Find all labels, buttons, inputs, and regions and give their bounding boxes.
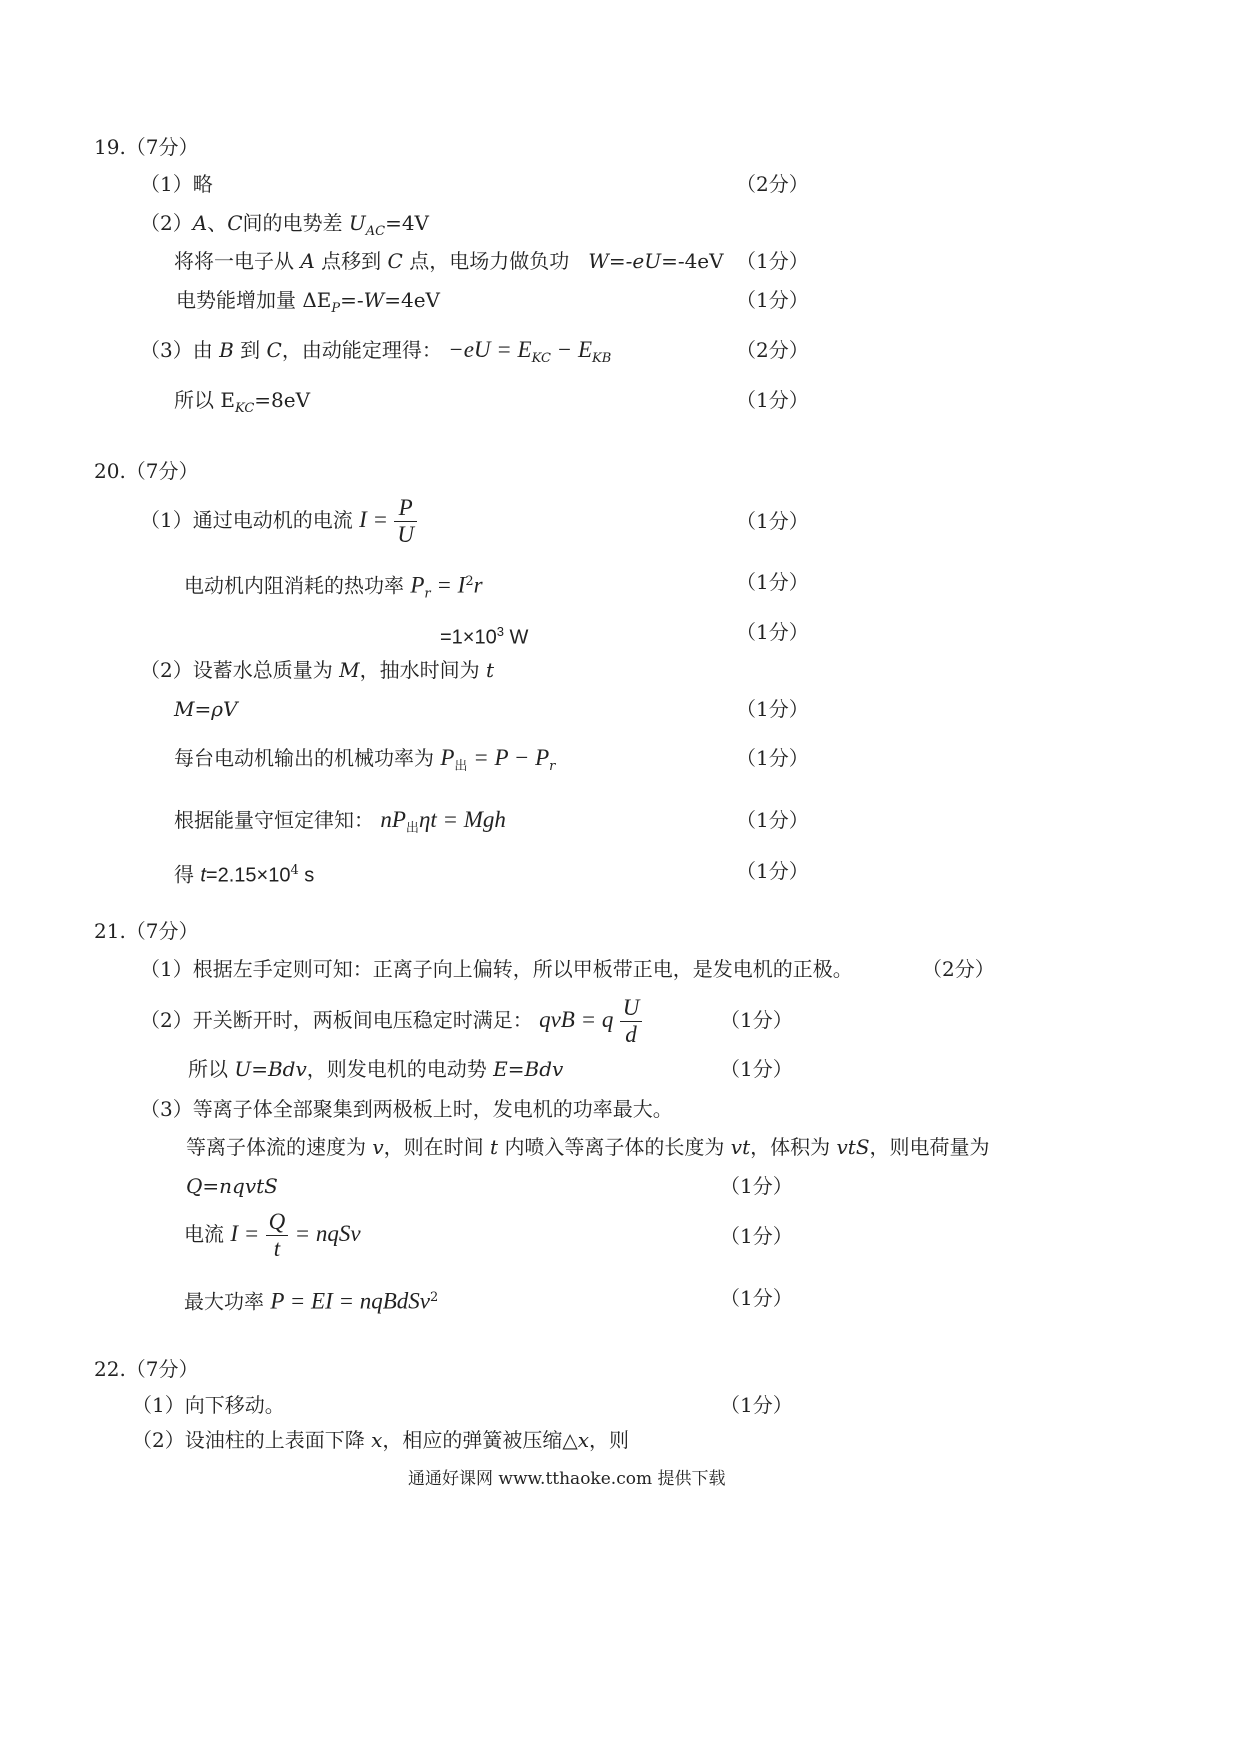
part-label: （2）	[140, 658, 193, 682]
fraction	[394, 495, 417, 548]
part-text: 略	[192, 172, 213, 196]
q19-line3	[174, 247, 724, 275]
q21-line7	[184, 1208, 361, 1262]
value: =4eV	[384, 288, 440, 312]
q21-part1	[140, 955, 853, 983]
numerator: P	[394, 495, 417, 522]
text: 最大功率	[184, 1289, 264, 1314]
score: （1分）	[736, 388, 809, 412]
sep: 、	[207, 211, 228, 235]
text: 得	[174, 862, 194, 887]
numerator: Q	[266, 1209, 289, 1236]
subscript: KC	[234, 401, 255, 416]
q20-header: 20.（7分）	[94, 459, 199, 483]
formula: ηt = Mgh	[418, 807, 506, 832]
q19-line6	[174, 386, 310, 423]
score: （1分）	[720, 1174, 793, 1198]
text: 设油柱的上表面下降	[184, 1428, 365, 1452]
text: 电动机内阻消耗的热功率	[184, 573, 404, 598]
formula: P = EI = nqBdSv	[270, 1288, 431, 1314]
time-symbol: t	[485, 658, 494, 682]
q19-part3	[140, 336, 611, 373]
text: 到	[240, 338, 261, 362]
value: =1×10	[440, 626, 497, 649]
subscript: KB	[592, 351, 612, 366]
subscript: KC	[531, 351, 551, 366]
score: （1分）	[736, 509, 809, 533]
power-symbol: P	[410, 572, 425, 598]
x-symbol: x	[371, 1428, 383, 1452]
text: ，体积为	[750, 1135, 831, 1159]
text: 所以 E	[174, 388, 235, 412]
text: ，由动能定理得：	[281, 338, 442, 362]
score: （1分）	[720, 1393, 793, 1417]
equals: =-	[340, 288, 364, 312]
q20-line7	[174, 806, 506, 843]
score: （2分）	[736, 338, 809, 362]
superscript: 2	[465, 574, 474, 589]
q21-line5	[186, 1133, 990, 1161]
q19-header: 19.（7分）	[94, 135, 199, 159]
point-c: C	[227, 211, 243, 235]
point-c: C	[266, 338, 282, 362]
score: （1分）	[736, 570, 809, 594]
point-c: C	[387, 249, 403, 273]
unit: W	[503, 626, 529, 649]
score: （1分）	[736, 808, 809, 832]
q19-line4	[176, 286, 440, 323]
text: 根据能量守恒定律知：	[174, 808, 374, 832]
text: 等离子体流的速度为	[186, 1135, 366, 1159]
score: （1分）	[736, 859, 809, 883]
q20-line8	[174, 857, 314, 890]
formula-mid: − E	[550, 337, 592, 362]
score: （2分）	[922, 957, 995, 981]
part-label: （3）	[140, 1097, 193, 1121]
subscript: P	[331, 301, 341, 316]
score: （1分）	[736, 288, 809, 312]
formula-lhs: I =	[230, 1221, 260, 1246]
superscript: 4	[290, 863, 299, 878]
work-symbol: W	[363, 288, 385, 312]
x-symbol: x	[577, 1428, 590, 1452]
denominator: t	[273, 1236, 281, 1261]
part-label: （3）	[140, 338, 193, 362]
q20-line5: M=ρV	[174, 697, 238, 721]
unit: s	[298, 864, 315, 887]
text: 内喷入等离子体的长度为	[504, 1135, 725, 1159]
value: =-4eV	[661, 249, 724, 273]
text: 将将一电子从	[174, 249, 294, 273]
q21-part2	[140, 994, 642, 1048]
time-symbol: t	[490, 1135, 499, 1159]
q22-part2	[132, 1426, 629, 1454]
eu-term: -eU	[625, 249, 662, 273]
value: =8eV	[254, 388, 311, 412]
power-symbol: P	[440, 745, 455, 770]
denominator: U	[397, 522, 415, 547]
text: 电流	[184, 1222, 224, 1246]
score: （1分）	[720, 1286, 793, 1310]
part-label: （1）	[140, 957, 193, 981]
text: ，抽水时间为	[359, 658, 480, 682]
fraction	[266, 1209, 289, 1262]
q22-part1	[132, 1391, 285, 1419]
score: （1分）	[736, 746, 809, 770]
score: （2分）	[736, 172, 809, 196]
superscript: 2	[430, 1290, 439, 1305]
text: 所以	[188, 1057, 228, 1081]
text: 点，电场力做负功	[409, 249, 570, 273]
subscript: r	[424, 586, 431, 602]
q20-part1	[140, 494, 417, 548]
text: 通过电动机的电流	[192, 508, 353, 532]
part-label: （2）	[140, 211, 193, 235]
denominator: d	[625, 1022, 637, 1047]
q19-part1	[140, 170, 213, 198]
velocity-symbol: v	[372, 1135, 384, 1159]
formula: nP	[380, 807, 406, 832]
score: （1分）	[736, 249, 809, 273]
formula: = P − P	[467, 745, 550, 770]
q20-line6	[174, 744, 555, 781]
formula: vtS	[836, 1135, 870, 1159]
part-label: （2）	[132, 1428, 185, 1452]
part-label: （1）	[132, 1393, 185, 1417]
numerator: U	[620, 995, 643, 1022]
q21-header: 21.（7分）	[94, 919, 199, 943]
text: 电势能增加量 ΔE	[176, 288, 332, 312]
text: ，则发电机的电动势	[306, 1057, 487, 1081]
q20-line3	[440, 618, 528, 652]
resistance-symbol: r	[473, 572, 483, 598]
page-footer: 通通好课网 www.tthaoke.com 提供下载	[408, 1469, 726, 1489]
formula: vt	[730, 1135, 751, 1159]
score: （1分）	[736, 697, 809, 721]
text: 向下移动。	[184, 1393, 285, 1417]
q20-part2	[140, 656, 494, 684]
text: ，则	[589, 1428, 630, 1452]
formula: = I	[430, 572, 466, 598]
text: ，则在时间	[383, 1135, 484, 1159]
text: 由	[192, 338, 213, 362]
text: 等离子体全部聚集到两极板上时，发电机的功率最大。	[192, 1097, 673, 1121]
time-symbol: t	[200, 864, 206, 887]
q21-line3	[188, 1055, 563, 1083]
part-label: （2）	[140, 1008, 193, 1032]
formula: U=Bdv	[234, 1057, 307, 1081]
text: ，则电荷量为	[869, 1135, 990, 1159]
text: ，相应的弹簧被压缩△	[382, 1428, 578, 1452]
formula-lhs: I =	[359, 507, 389, 532]
q21-part3	[140, 1095, 673, 1123]
q22-header: 22.（7分）	[94, 1357, 199, 1381]
voltage-subscript: AC	[365, 224, 386, 239]
text: 根据左手定则可知：正离子向上偏转，所以甲板带正电，是发电机的正极。	[192, 957, 853, 981]
q21-line8	[184, 1284, 438, 1316]
value: =2.15×10	[205, 864, 291, 887]
text: 开关断开时，两板间电压稳定时满足：	[192, 1008, 533, 1032]
subscript: r	[549, 759, 556, 774]
score: （1分）	[720, 1057, 793, 1081]
subscript: 出	[454, 759, 468, 774]
mass-symbol: M	[339, 658, 360, 682]
voltage-value: =4V	[385, 211, 429, 235]
text: 设蓄水总质量为	[192, 658, 333, 682]
score: （1分）	[720, 1008, 793, 1032]
part-label: （1）	[140, 172, 193, 196]
equals: =	[608, 249, 626, 273]
q19-part2	[140, 209, 429, 246]
part-label: （1）	[140, 508, 193, 532]
superscript: 3	[496, 624, 504, 639]
point-a: A	[192, 211, 208, 235]
fraction	[620, 995, 643, 1048]
formula-lhs: −eU = E	[448, 337, 532, 362]
work-symbol: W	[588, 249, 609, 273]
text: 每台电动机输出的机械功率为	[174, 746, 434, 770]
formula: E=Bdv	[493, 1057, 564, 1081]
q21-line6: Q=nqvtS	[186, 1174, 278, 1198]
q20-line2	[184, 568, 483, 609]
voltage-symbol: U	[348, 211, 366, 235]
subscript: 出	[405, 821, 419, 836]
score: （1分）	[736, 620, 809, 644]
point-a: A	[300, 249, 315, 273]
formula-lhs: qvB = q	[539, 1007, 614, 1032]
text: 点移到	[321, 249, 382, 273]
formula-rhs: = nqSv	[294, 1221, 361, 1246]
score: （1分）	[720, 1224, 793, 1248]
point-b: B	[219, 338, 234, 362]
text: 间的电势差	[242, 211, 343, 235]
